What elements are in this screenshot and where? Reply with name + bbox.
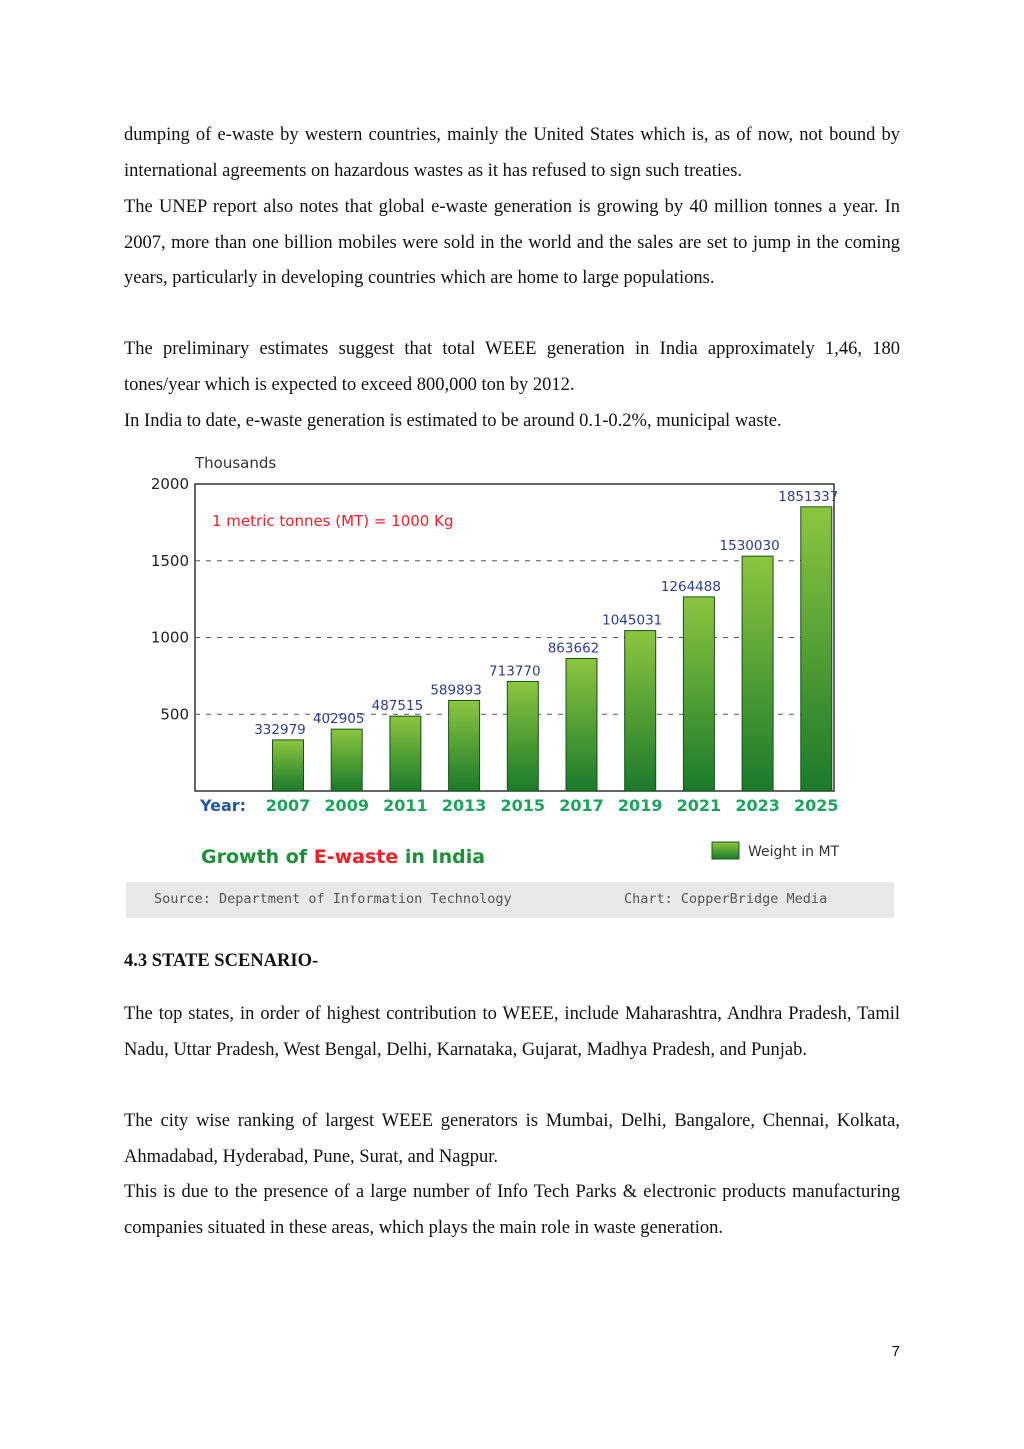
data-label-2023: 1530030 (719, 538, 780, 555)
page-number: 7 (891, 1343, 900, 1360)
paragraph-preliminary-estimates: The preliminary estimates suggest that total WEEE generation in India approximately 1,46, 180 tones/year which is expected to exceed 800,000 ton by 2012. (124, 339, 900, 395)
section-heading: 4.3 STATE SCENARIO- (124, 951, 319, 971)
bar-2017 (566, 658, 597, 791)
y-unit-label: Thousands (195, 454, 277, 472)
chart-source: Source: Department of Information Technology (154, 891, 512, 907)
chart-svg (126, 446, 894, 918)
chart-title-accent: E-waste (313, 846, 399, 868)
paragraph-top-states: The top states, in order of highest contribution to WEEE, include Maharashtra, Andhra Pradesh, Tamil Nadu, Uttar Pradesh, West Bengal, Delhi, Karnataka, Gujarat, Madhya Pradesh, and Punjab. (124, 1004, 900, 1060)
paragraph-dumping: dumping of e-waste by western countries, mainly the United States which is, as of now, not bound by international agreements on hazardous wastes as it has refused to sign such treaties. (124, 125, 900, 181)
x-tick-label-2017: 2017 (559, 796, 604, 815)
bar-2021 (683, 597, 714, 791)
bar-2009 (331, 729, 362, 791)
x-axis-prefix: Year: (200, 796, 247, 815)
bar-2023 (742, 556, 773, 791)
y-tick-label-2000: 2000 (150, 475, 189, 493)
x-tick-label-2019: 2019 (617, 796, 663, 815)
y-tick-label-500: 500 (160, 705, 189, 724)
bar-2011 (390, 716, 421, 791)
x-tick-label-2015: 2015 (500, 796, 546, 815)
chart-title-part-1: Growth of (201, 846, 314, 868)
chart-credit: Chart: CopperBridge Media (624, 891, 828, 907)
paragraph-info-tech-parks: This is due to the presence of a large number of Info Tech Parks & electronic products manufacturing companies situated in these areas, which plays the main role in waste generation. (124, 1182, 900, 1238)
bar-2025 (801, 507, 832, 791)
y-tick-label-1000: 1000 (150, 628, 189, 647)
data-label-2017: 863662 (547, 640, 600, 657)
x-tick-label-2023: 2023 (735, 796, 780, 815)
chart-title-part-3: in India (398, 846, 486, 868)
x-tick-label-2011: 2011 (383, 796, 428, 815)
paragraph-india-to-date: In India to date, e-waste generation is estimated to be around 0.1-0.2%, municipal waste. (124, 411, 782, 431)
ewaste-growth-chart (126, 446, 894, 918)
data-label-2021: 1264488 (660, 578, 721, 595)
x-tick-label-2007: 2007 (265, 796, 311, 815)
bar-2013 (449, 700, 480, 791)
data-label-2013: 589893 (430, 682, 482, 699)
bar-2015 (507, 681, 538, 791)
paragraph-city-ranking: The city wise ranking of largest WEEE generators is Mumbai, Delhi, Bangalore, Chennai, Kolkata, Ahmadabad, Hyderabad, Pune, Surat, and Nagpur. (124, 1111, 900, 1167)
y-tick-label-1500: 1500 (150, 551, 189, 570)
data-label-2011: 487515 (371, 698, 424, 715)
bar-2019 (625, 631, 656, 791)
data-label-2019: 1045031 (602, 612, 663, 629)
paragraph-unep-report: The UNEP report also notes that global e-waste generation is growing by 40 million tonnes a year. In 2007, more than one billion mobiles were sold in the world and the sales are set to jump in the coming years, particularly in developing countries which are home to large populations. (124, 197, 900, 289)
bar-2007 (273, 740, 304, 791)
legend-swatch (712, 842, 739, 859)
data-label-2025: 1851337 (778, 488, 839, 505)
x-tick-label-2021: 2021 (676, 796, 722, 815)
x-tick-label-2013: 2013 (441, 796, 487, 815)
x-tick-label-2009: 2009 (324, 796, 369, 815)
legend-label: Weight in MT (748, 844, 840, 860)
data-label-2009: 402905 (312, 711, 365, 728)
data-label-2015: 713770 (489, 663, 541, 680)
x-tick-label-2025: 2025 (794, 796, 839, 815)
conversion-annotation: 1 metric tonnes (MT) = 1000 Kg (212, 512, 454, 530)
chart-title (201, 846, 485, 868)
data-label-2007: 332979 (254, 721, 306, 738)
